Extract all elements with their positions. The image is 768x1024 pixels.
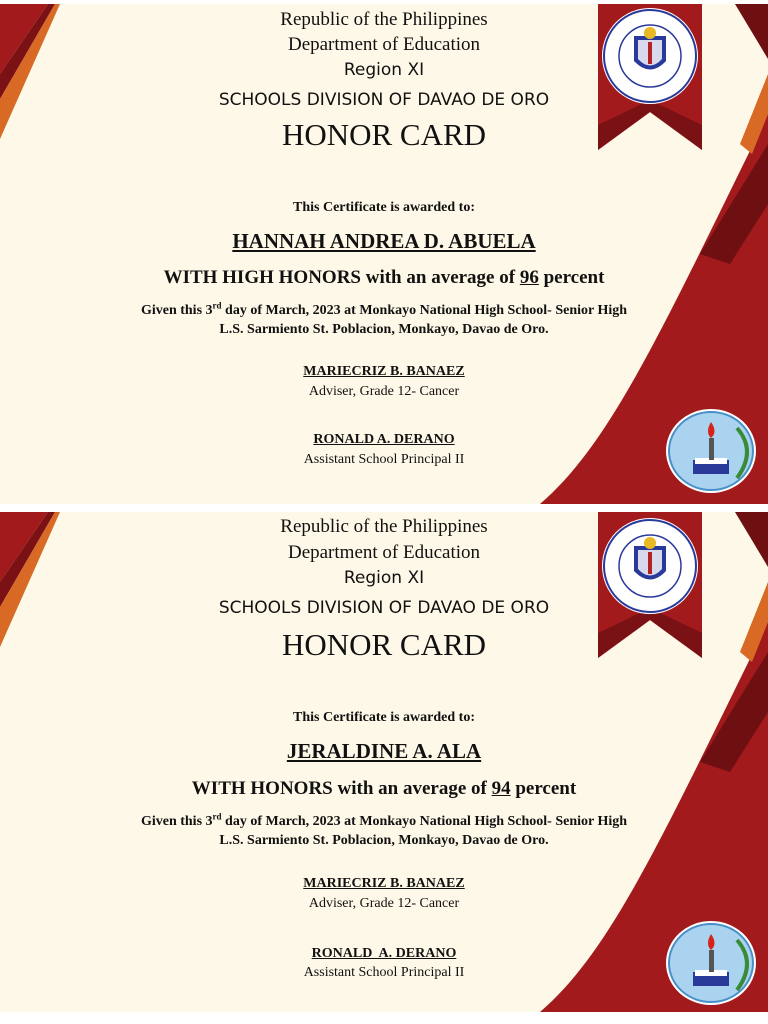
given-line bbox=[0, 811, 768, 830]
honor-card-2 bbox=[0, 512, 768, 1012]
honor-suffix: percent bbox=[543, 267, 605, 288]
adviser-title: Adviser, Grade 12- Cancer bbox=[308, 896, 460, 911]
honor-line bbox=[0, 778, 768, 800]
given-prefix: Given this 3 bbox=[140, 814, 213, 829]
adviser-name: MARIECRIZ B. BANAEZ bbox=[303, 364, 465, 379]
card-title: HONOR CARD bbox=[281, 627, 487, 662]
given-address: L.S. Sarmiento St. Poblacion, Monkayo, Davao de Oro. bbox=[219, 833, 549, 848]
principal-name: RONALD A. DERANO bbox=[313, 432, 455, 447]
header-department: Department of Education bbox=[287, 34, 481, 55]
given-suffix: day of March, 2023 at Monkayo National High School- Senior High bbox=[221, 303, 628, 318]
header-region: Region XI bbox=[343, 60, 425, 80]
honor-prefix: WITH HONORS with an average of bbox=[191, 778, 487, 799]
card-title: HONOR CARD bbox=[281, 117, 487, 152]
honor-prefix: WITH HIGH HONORS with an average of bbox=[163, 267, 516, 288]
header-department: Department of Education bbox=[287, 542, 481, 563]
given-prefix: Given this 3 bbox=[140, 303, 213, 318]
adviser-name: MARIECRIZ B. BANAEZ bbox=[303, 876, 465, 891]
average-value: 94 bbox=[491, 778, 511, 799]
average-value: 96 bbox=[519, 267, 539, 288]
header-republic: Republic of the Philippines bbox=[280, 9, 488, 30]
sdo-logo-icon bbox=[665, 408, 761, 494]
principal-title: Assistant School Principal II bbox=[303, 452, 465, 467]
honor-suffix: percent bbox=[515, 778, 577, 799]
honor-line bbox=[0, 267, 768, 289]
adviser-title: Adviser, Grade 12- Cancer bbox=[308, 384, 460, 399]
principal-name: RONALD A. DERANO bbox=[311, 946, 457, 961]
given-address: L.S. Sarmiento St. Poblacion, Monkayo, Davao de Oro. bbox=[219, 322, 549, 337]
given-sup: rd bbox=[212, 300, 222, 311]
honor-card-1 bbox=[0, 4, 768, 504]
given-suffix: day of March, 2023 at Monkayo National High School- Senior High bbox=[221, 814, 628, 829]
given-sup: rd bbox=[212, 811, 222, 822]
header-region: Region XI bbox=[343, 568, 425, 588]
given-line bbox=[0, 300, 768, 319]
recipient-name: HANNAH ANDREA D. ABUELA bbox=[232, 229, 536, 253]
principal-title: Assistant School Principal II bbox=[303, 965, 465, 980]
recipient-name: JERALDINE A. ALA bbox=[286, 739, 482, 763]
sdo-logo-icon bbox=[665, 920, 761, 1006]
header-division: SCHOOLS DIVISION OF DAVAO DE ORO bbox=[218, 90, 550, 110]
awarded-to-label: This Certificate is awarded to: bbox=[293, 710, 475, 725]
header-division: SCHOOLS DIVISION OF DAVAO DE ORO bbox=[218, 598, 550, 618]
header-republic: Republic of the Philippines bbox=[280, 516, 488, 537]
awarded-to-label: This Certificate is awarded to: bbox=[293, 200, 475, 215]
